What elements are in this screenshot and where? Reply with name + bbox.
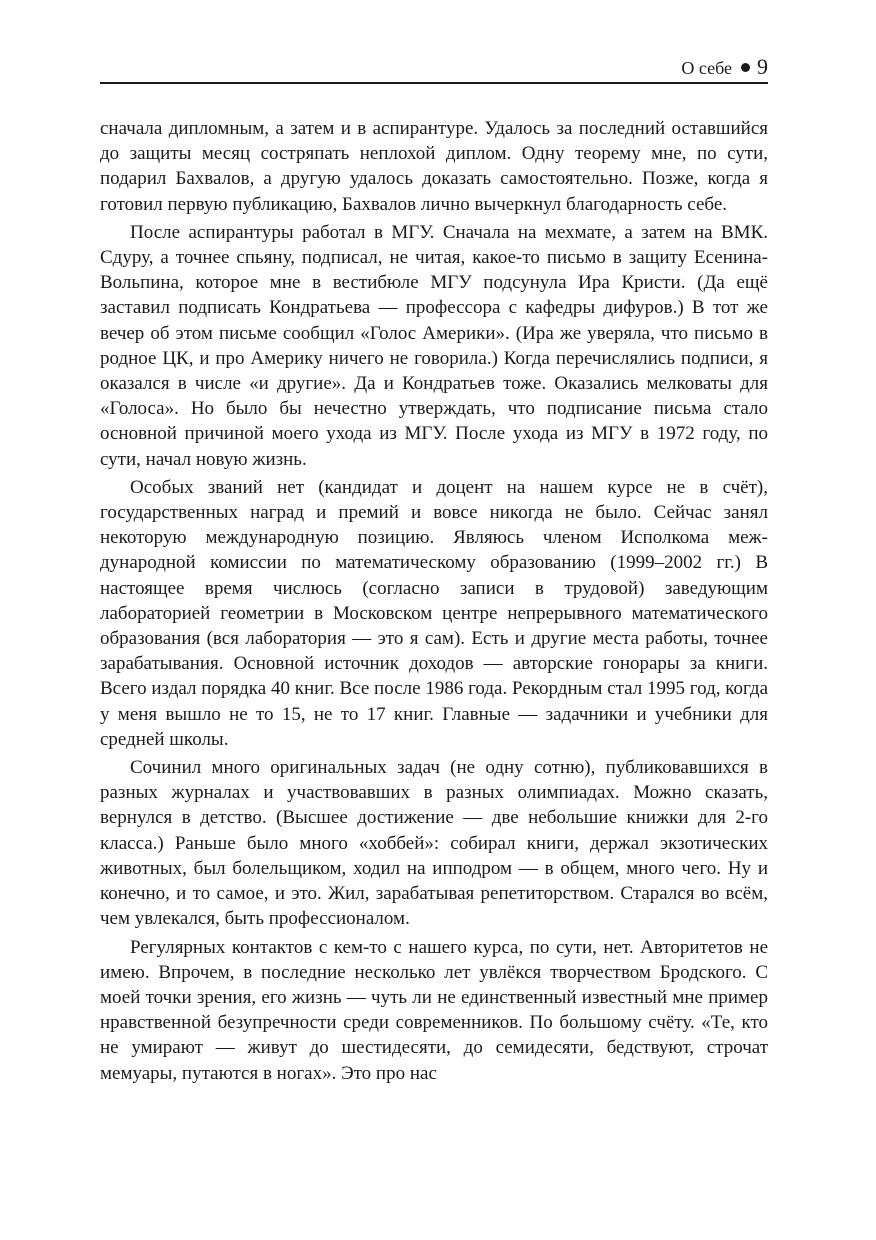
paragraph-1: сначала дипломным, а затем и в аспирантуре. Удалось за последний оставшийся до защиты месяц состряпать неплохой диплом. Одну теорему мне, по сути, подарил Бахвалов, а другую удалось доказать самостоятельно. Позже, когда я готовил первую публикацию, Бахвалов лично вычеркнул благодарность себе.	[100, 118, 768, 215]
page-number: 9	[757, 54, 768, 79]
paragraph-4: Сочинил много оригинальных задач (не одну сотню), публиковавшихся в разных журналах и участвовавших в разных олимпиадах. Можно сказать, вернулся в детство. (Высшее достижение — две небольшие книжки для 2-го класса.) Раньше было много «хоббей»: собирал книги, держал экзотических животных, был болельщиком, ходил на ипподром — в общем, много чего. Ну и конечно, и то самое, и это. Жил, зарабатывая репетиторством. Старался во всём, чем увлекался, быть профессионалом.	[100, 757, 768, 930]
paragraph-5: Регулярных контактов с кем-то с нашего курса, по сути, нет. Авторитетов не имею. Впрочем, в последние несколько лет увлёкся творчеством Бродского. С моей точки зрения, его жизнь — чуть ли не единственный известный мне пример нравственной безупречности среди современников. По большому счёту. «Те, кто не умирают — живут до шестидесяти, до семидесяти, бедствуют, строчат мемуары, путаются в ногах». Это про нас	[100, 936, 768, 1084]
paragraph-2: После аспирантуры работал в МГУ. Сначала на мехмате, а затем на ВМК. Сдуру, а точнее спьяну, подписал, не читая, какое-то письмо в защиту Есенина-Вольпина, которое мне в вестибюле МГУ подсунула Ира Кристи. (Да ещё заставил подписать Кондратьева — профессора с кафедры дифуров.) В тот же вечер об этом письме сообщил «Голос Америки». (Ира же уверяла, что письмо в родное ЦК, и про Америку ничего не говорила.) Когда перечислялись подписи, я оказался в числе «и другие». Да и Кондратьев тоже. Оказались мелковаты для «Голоса». Но было бы нечестно утверждать, что подписание письма стало основной причиной моего ухода из МГУ. После ухода из МГУ в 1972 году, по сути, начал новую жизнь.	[100, 221, 768, 470]
paragraph-3: Особых званий нет (кандидат и доцент на нашем курсе не в счёт), государственных наград и премий и вовсе никогда не было. Сейчас занял некоторую международную позицию. Являюсь членом Исполкома международной комиссии по математическому образованию (1999–2002 гг.) В настоящее время числюсь (согласно записи в трудовой) заведующим лабораторией геометрии в Московском центре непрерывного математического образования (вся лаборатория — это я сам). Есть и другие места работы, точнее зарабатывания. Основной источник доходов — авторские гонорары за книги. Всего издал порядка 40 книг. Все после 1986 года. Рекордным стал 1995 год, когда у меня вышло не то 15, не то 17 книг. Главные — задачники и учебники для средней школы.	[100, 476, 768, 750]
header-right	[681, 56, 768, 80]
page-body	[100, 116, 768, 1089]
bullet-icon	[741, 63, 750, 72]
running-header	[100, 54, 768, 84]
running-title: О себе	[681, 58, 732, 78]
